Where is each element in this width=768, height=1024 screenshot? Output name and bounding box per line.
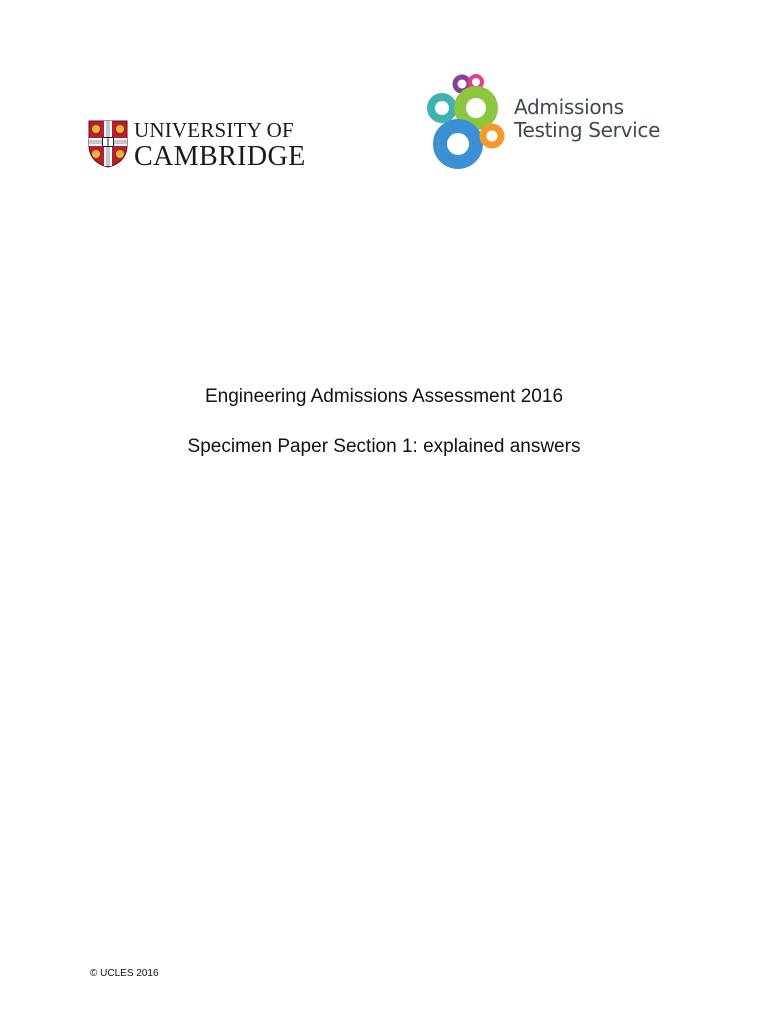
document-subtitle: Specimen Paper Section 1: explained answers (187, 436, 581, 457)
cambridge-line2: CAMBRIDGE (134, 141, 306, 172)
cambridge-logo (88, 118, 318, 172)
document-title: Engineering Admissions Assessment 2016 (204, 386, 564, 407)
ats-line2: Testing Service (514, 118, 661, 142)
cambridge-coat-of-arms-icon (88, 120, 128, 168)
cambridge-line1: UNIVERSITY OF (134, 118, 294, 142)
ats-line1: Admissions (514, 95, 624, 119)
ats-wordmark (514, 96, 660, 142)
colored-rings-icon (426, 72, 510, 172)
copyright-footer: © UCLES 2016 (90, 968, 159, 979)
cambridge-wordmark (134, 118, 306, 171)
admissions-testing-service-logo (426, 72, 686, 172)
